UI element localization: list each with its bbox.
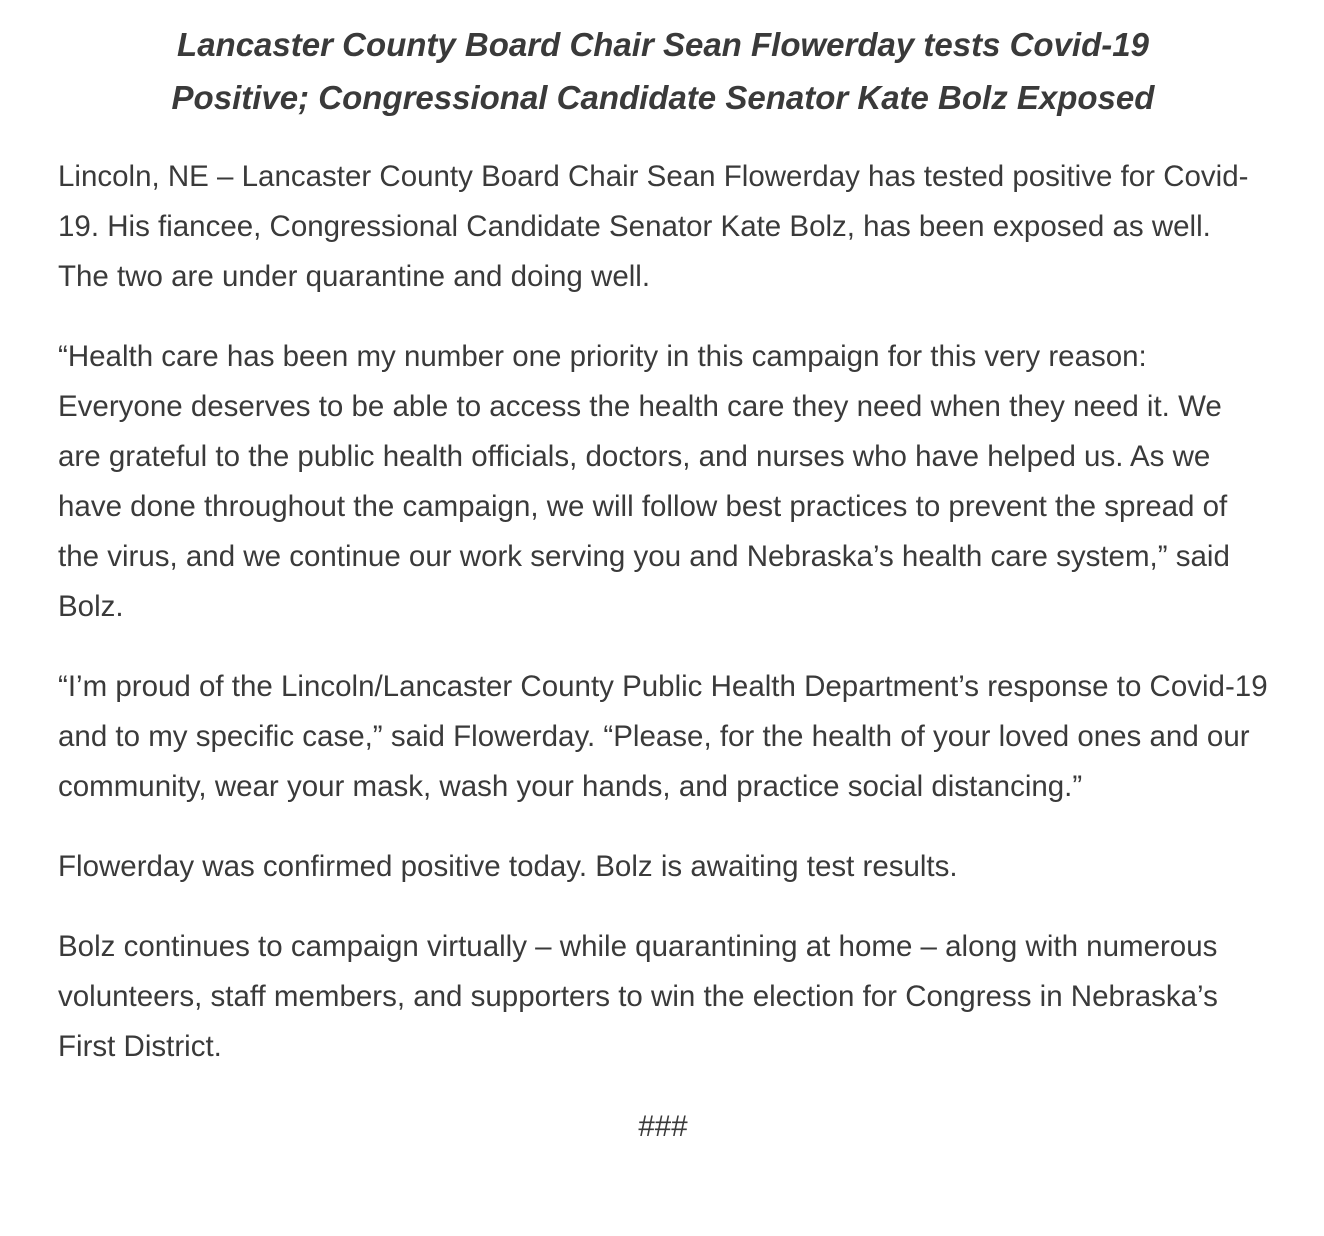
paragraph-bolz-quote: “Health care has been my number one priority in this campaign for this very reason: Everyone deserves to be able to access the health care they need when they need it. We are grateful to the public health officials, doctors, and nurses who have helped us. As we have done throughout the campaign, we will follow best practices to prevent the spread of the virus, and we continue our work serving you and Nebraska’s health care system,” said Bolz. [58, 340, 1230, 623]
paragraph-campaign: Bolz continues to campaign virtually – while quarantining at home – along with numerous volunteers, staff members, and supporters to win the election for Congress in Nebraska’s First District. [58, 930, 1218, 1063]
paragraph-flowerday-quote: “I’m proud of the Lincoln/Lancaster County Public Health Department’s response to Covid-19 and to my specific case,” said Flowerday. “Please, for the health of your loved ones and our community, wear your mask, wash your hands, and practice social distancing.” [58, 670, 1268, 803]
paragraph-intro: Lincoln, NE – Lancaster County Board Chair Sean Flowerday has tested positive for Covid-19. His fiancee, Congressional Candidate Senator Kate Bolz, has been exposed as well. The two are under quarantine and doing well. [58, 160, 1249, 293]
headline: Lancaster County Board Chair Sean Flowerday tests Covid-19 Positive; Congressional Candidate Senator Kate Bolz Exposed [171, 26, 1155, 116]
press-release [58, 18, 1268, 1152]
end-mark: ### [638, 1110, 688, 1143]
paragraph-test-status: Flowerday was confirmed positive today. Bolz is awaiting test results. [58, 850, 958, 883]
